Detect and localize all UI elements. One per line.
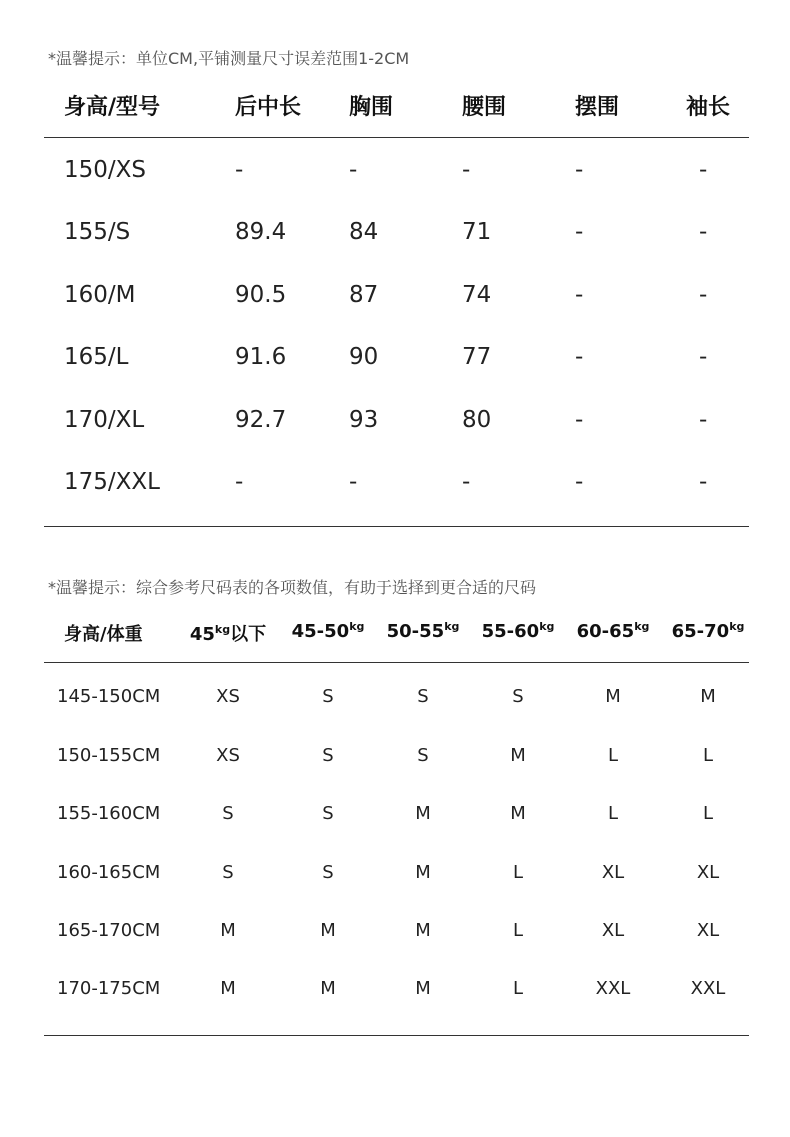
- header-weight-55-60: $55-60^{kg}$: [481, 620, 555, 642]
- value-cell: -: [575, 469, 584, 495]
- size-cell: L: [702, 745, 714, 766]
- value-cell: 77: [462, 344, 492, 370]
- height-cell: 170-175CM: [57, 978, 161, 999]
- value-cell: -: [462, 469, 471, 495]
- header-height-weight: 身高/体重: [64, 624, 143, 645]
- size-cell: 170/XL: [64, 407, 145, 433]
- value-cell: 91.6: [235, 344, 287, 370]
- value-cell: 93: [349, 407, 379, 433]
- size-cell: XL: [601, 862, 625, 883]
- size-cell: S: [222, 862, 234, 883]
- size-cell: L: [607, 803, 619, 824]
- unit-kg: kg: [539, 620, 555, 633]
- size-cell: M: [320, 978, 336, 999]
- value-cell: 74: [462, 282, 492, 308]
- table2-bottom-divider: [44, 1035, 749, 1036]
- size-cell: S: [322, 862, 334, 883]
- value-cell: -: [235, 469, 244, 495]
- size-cell: S: [512, 686, 524, 707]
- value-cell: 71: [462, 219, 492, 245]
- table1-header-divider: [44, 137, 749, 138]
- header-height-size: 身高/型号: [64, 95, 161, 120]
- size-cell: XL: [696, 862, 720, 883]
- header-back-length: 后中长: [235, 95, 302, 120]
- size-cell: M: [320, 920, 336, 941]
- size-cell: 165/L: [64, 344, 129, 370]
- recommendation-note: *温馨提示：综合参考尺码表的各项数值，有助于选择到更合适的尺码: [48, 578, 537, 597]
- size-cell: XXL: [690, 978, 726, 999]
- size-cell: M: [220, 978, 236, 999]
- unit-kg: kg: [444, 620, 460, 633]
- unit-kg: kg: [634, 620, 650, 633]
- value-cell: 89.4: [235, 219, 287, 245]
- value-cell: 90.5: [235, 282, 287, 308]
- size-cell: S: [222, 803, 234, 824]
- size-cell: 150/XS: [64, 157, 147, 183]
- size-cell: L: [512, 862, 524, 883]
- value-cell: -: [575, 157, 584, 183]
- size-cell: XXL: [595, 978, 631, 999]
- header-weight-45-50: $45-50^{kg}$: [291, 620, 365, 642]
- value-cell: -: [575, 344, 584, 370]
- value-cell: 87: [349, 282, 379, 308]
- value-cell: -: [699, 219, 708, 245]
- table1-bottom-divider: [44, 526, 749, 527]
- size-cell: XL: [601, 920, 625, 941]
- size-cell: M: [510, 745, 526, 766]
- value-cell: -: [699, 282, 708, 308]
- value-cell: -: [575, 282, 584, 308]
- height-cell: 145-150CM: [57, 686, 161, 707]
- size-cell: S: [417, 745, 429, 766]
- value-cell: -: [235, 157, 244, 183]
- size-cell: 155/S: [64, 219, 131, 245]
- value-cell: -: [699, 157, 708, 183]
- value-cell: 84: [349, 219, 379, 245]
- size-cell: M: [415, 862, 431, 883]
- header-weight-60-65: $60-65^{kg}$: [576, 620, 650, 642]
- size-cell: 175/XXL: [64, 469, 160, 495]
- size-cell: S: [322, 803, 334, 824]
- header-weight-50-55: $50-55^{kg}$: [386, 620, 460, 642]
- value-cell: -: [699, 344, 708, 370]
- header-weight-45: $45^{kg}$以下: [189, 623, 267, 645]
- size-cell: L: [512, 920, 524, 941]
- size-cell: XL: [696, 920, 720, 941]
- value-cell: -: [462, 157, 471, 183]
- size-cell: S: [322, 686, 334, 707]
- value-cell: -: [575, 219, 584, 245]
- height-cell: 160-165CM: [57, 862, 161, 883]
- header-hem: 摆围: [575, 95, 620, 120]
- unit-kg: kg: [349, 620, 365, 633]
- size-cell: M: [415, 803, 431, 824]
- height-cell: 155-160CM: [57, 803, 161, 824]
- size-cell: S: [417, 686, 429, 707]
- measurement-note: *温馨提示：单位CM,平铺测量尺寸误差范围1-2CM: [48, 49, 410, 68]
- size-cell: M: [510, 803, 526, 824]
- size-cell: L: [512, 978, 524, 999]
- size-cell: XS: [216, 745, 240, 766]
- header-waist: 腰围: [462, 95, 507, 120]
- height-cell: 150-155CM: [57, 745, 161, 766]
- size-cell: M: [700, 686, 716, 707]
- value-cell: -: [349, 469, 358, 495]
- value-cell: 80: [462, 407, 492, 433]
- size-cell: XS: [216, 686, 240, 707]
- value-cell: -: [699, 469, 708, 495]
- table2-header-divider: [44, 662, 749, 663]
- unit-kg: kg: [729, 620, 745, 633]
- value-cell: -: [575, 407, 584, 433]
- value-cell: -: [349, 157, 358, 183]
- header-chest: 胸围: [349, 95, 394, 120]
- value-cell: -: [699, 407, 708, 433]
- value-cell: 92.7: [235, 407, 287, 433]
- size-cell: M: [605, 686, 621, 707]
- size-cell: M: [415, 920, 431, 941]
- size-cell: L: [607, 745, 619, 766]
- size-cell: 160/M: [64, 282, 136, 308]
- height-cell: 165-170CM: [57, 920, 161, 941]
- size-cell: S: [322, 745, 334, 766]
- value-cell: 90: [349, 344, 379, 370]
- size-cell: M: [415, 978, 431, 999]
- size-cell: M: [220, 920, 236, 941]
- header-weight-65-70: $65-70^{kg}$: [671, 620, 745, 642]
- size-cell: L: [702, 803, 714, 824]
- unit-kg: kg: [214, 623, 231, 636]
- header-sleeve: 袖长: [686, 95, 731, 120]
